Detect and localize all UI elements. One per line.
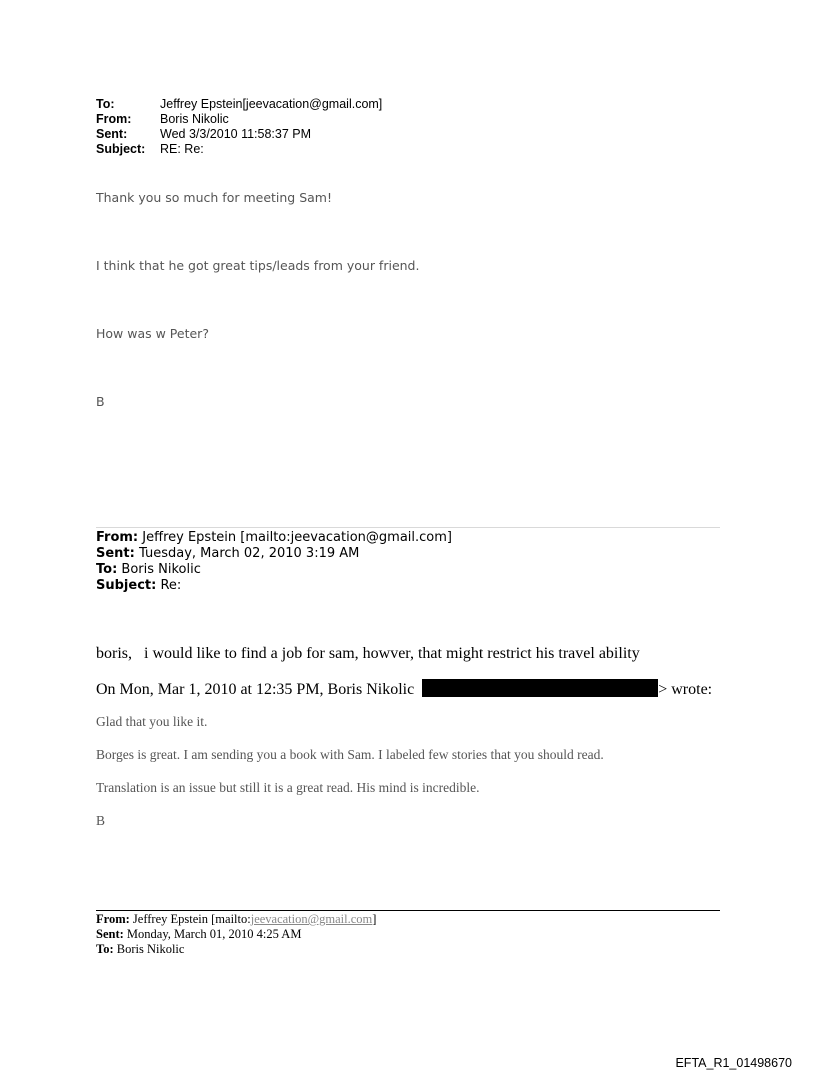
quoted-line: Borges is great. I am sending you a book with Sam. I labeled few stories that you should read. [96, 747, 604, 762]
email3-to-row [96, 942, 184, 957]
redaction-box [422, 679, 658, 697]
email3-from-post: ] [372, 912, 377, 926]
email2-from-row [96, 530, 452, 546]
email3-sent-row [96, 927, 301, 942]
email1-body-line: How was w Peter? [96, 326, 209, 341]
email3-sent-value: Monday, March 01, 2010 4:25 AM [126, 927, 302, 941]
quoted-line: Glad that you like it. [96, 714, 208, 729]
email3-to-value: Boris Nikolic [116, 942, 185, 956]
separator-line [96, 910, 720, 911]
email3-from-link[interactable]: jeevacation@gmail.com [250, 912, 373, 926]
email2-to-value: Boris Nikolic [121, 562, 201, 577]
email1-to-label: To: [96, 97, 115, 111]
email2-from-label: From: [96, 530, 139, 545]
email2-sent-value: Tuesday, March 02, 2010 3:19 AM [139, 546, 360, 561]
email2-from-value: Jeffrey Epstein [mailto:jeevacation@gmail.com] [142, 530, 452, 545]
quote-intro [96, 679, 712, 699]
email1-subject-value: RE: Re: [160, 142, 204, 156]
email3-sent-label: Sent: [96, 927, 124, 941]
email1-sent-label: Sent: [96, 127, 128, 141]
quote-intro-text: On Mon, Mar 1, 2010 at 12:35 PM, Boris Nikolic [96, 681, 419, 698]
email2-sent-label: Sent: [96, 546, 135, 561]
email1-from-label: From: [96, 112, 132, 126]
email1-signature: B [96, 394, 105, 409]
email2-to-row [96, 562, 201, 578]
email2-body: boris, i would like to find a job for sam, howver, that might restrict his travel ability [96, 645, 640, 662]
quoted-signature: B [96, 813, 106, 828]
email1-to-value: Jeffrey Epstein[jeevacation@gmail.com] [160, 97, 383, 111]
email3-from-row [96, 912, 376, 927]
email2-subject-row [96, 578, 181, 594]
email1-body-line: I think that he got great tips/leads from your friend. [96, 258, 420, 273]
email3-to-label: To: [96, 942, 114, 956]
email1-from-value: Boris Nikolic [160, 112, 229, 126]
email2-subject-label: Subject: [96, 578, 157, 593]
email1-subject-label: Subject: [96, 142, 146, 156]
document-id: EFTA_R1_01498670 [675, 1056, 792, 1070]
email2-sent-row [96, 546, 359, 562]
quoted-line: Translation is an issue but still it is a great read. His mind is incredible. [96, 780, 480, 795]
separator-line [96, 527, 720, 528]
email1-sent-value: Wed 3/3/2010 11:58:37 PM [160, 127, 312, 141]
email2-subject-value: Re: [160, 578, 182, 593]
quote-intro-wrote: > wrote: [658, 681, 713, 698]
email3-from-label: From: [96, 912, 130, 926]
email2-to-label: To: [96, 562, 118, 577]
email1-body-line: Thank you so much for meeting Sam! [96, 190, 332, 205]
email3-from-pre: Jeffrey Epstein [mailto: [132, 912, 251, 926]
